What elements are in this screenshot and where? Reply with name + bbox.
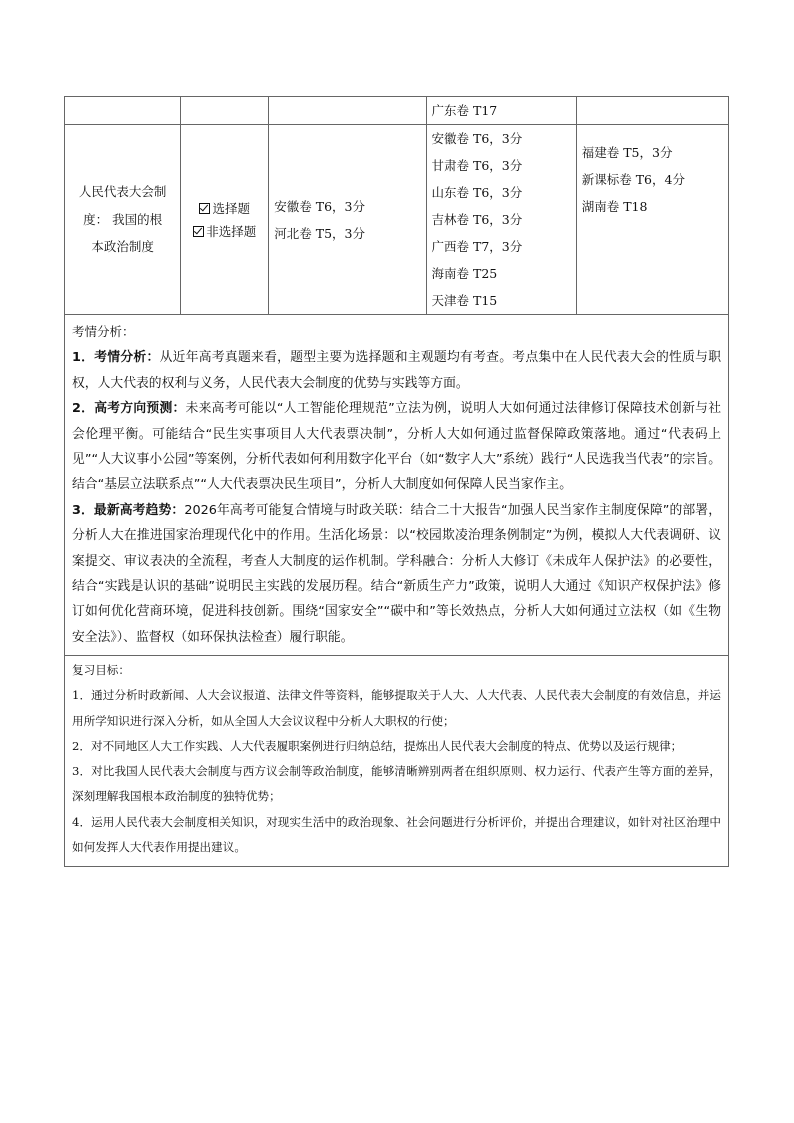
review-item-4: 4．运用人民代表大会制度相关知识，对现实生活中的政治现象、社会问题进行分析评价，并提出合理建议，如针对社区治理中如何发挥人大代表作用提出建议。 (72, 814, 721, 854)
review-item-2: 2．对不同地区人大工作实践、人大代表履职案例进行归纳总结，提炼出人民代表大会制度的特点、优势以及运行规律； (72, 738, 683, 753)
exam-item: 安徽卷 T6，3分 (431, 131, 523, 146)
exam-item: 福建卷 T5，3分 (581, 145, 673, 160)
review-item-1: 1．通过分析时政新闻、人大会议报道、法律文件等资料，能够提取关于人大、人大代表、人民代表大会制度的有效信息，并运用所学知识进行深入分析，如从全国人大会议议程中分析人大职权的行使； (72, 688, 721, 728)
analysis-item-2: 2．高考方向预测：未来高考可能以“人工智能伦理规范”立法为例，说明人大如何通过法律修订保障技术创新与社会伦理平衡。可能结合“民生实事项目人大代表票决制”，分析人大如何通过监督保障政策落地。通过“代表码上见”“人大议事小公园”等案例，分析代表如何利用数字化平台（如“数字人大”系统）践行“人民选我当代表”的宗旨。结合“基层立法联系点”“人大代表票决民生项目”，分析人大制度如何保障人民当家作主。 (72, 401, 721, 493)
exam-item: 天津卷 T15 (431, 293, 498, 308)
exam-item: 新课标卷 T6，4分 (581, 172, 685, 187)
analysis-item-1: 1．考情分析：从近年高考真题来看，题型主要为选择题和主观题均有考查。考点集中在人民代表大会的性质与职权，人大代表的权利与义务，人民代表大会制度的优势与实践等方面。 (72, 350, 722, 391)
table-row-review (65, 656, 729, 867)
analysis-section (65, 315, 729, 656)
exam-item: 湖南卷 T18 (581, 199, 648, 214)
checkbox-checked-icon (193, 226, 204, 237)
cell-col4-top: 广东卷 T17 (426, 97, 576, 125)
topic-line: 度： 我国的根 (83, 211, 163, 227)
document-sheet (64, 96, 729, 867)
table-row-analysis (65, 315, 729, 656)
topic-line: 本政治制度 (91, 239, 154, 255)
question-type-choice: 选择题 (181, 197, 268, 220)
exam-item: 海南卷 T25 (431, 266, 498, 281)
analysis-item-3: 3．最新高考趋势：2026年高考可能复合情境与时政关联：结合二十大报告“加强人民当家作主制度保障”的部署，分析人大在推进国家治理现代化中的作用。生活化场景：以“校园欺凌治理条例制定”为例，模拟人大代表调研、议案提交、审议表决的全流程，考查人大制度的运作机制。学科融合：分析人大修订《未成年人保护法》的必要性，结合“实践是认识的基础”说明民主实践的发展历程。结合“新质生产力”政策，说明人大通过《知识产权保护法》修订如何优化营商环境，促进科技创新。围绕“国家安全”“碳中和”等长效热点，分析人大如何通过立法权（如《生物安全法》）、监督权（如环保执法检查）履行职能。 (72, 502, 721, 645)
table-row-continued (65, 97, 729, 125)
cell-type-empty (181, 97, 269, 125)
cell-topic-empty (65, 97, 181, 125)
cell-col5-empty (576, 97, 728, 125)
review-item-3: 3．对比我国人民代表大会制度与西方议会制等政治制度，能够清晰辨别两者在组织原则、权力运行、代表产生等方面的差异，深刻理解我国根本政治制度的独特优势； (72, 764, 721, 804)
review-heading: 复习目标： (72, 663, 130, 678)
exam-item: 山东卷 T6，3分 (431, 185, 523, 200)
cell-col4 (426, 125, 576, 315)
exam-item: 广西卷 T7，3分 (431, 239, 523, 254)
cell-topic (65, 125, 181, 315)
question-type-essay: 非选择题 (181, 220, 268, 243)
review-section (65, 656, 729, 867)
checkbox-checked-icon (199, 203, 210, 214)
analysis-heading: 考情分析： (72, 324, 135, 339)
table-row-npc (65, 125, 729, 315)
cell-col5 (576, 125, 728, 315)
cell-col3-empty (269, 97, 426, 125)
topic-line: 人民代表大会制 (78, 184, 167, 200)
exam-item: 安徽卷 T6，3分 (274, 198, 366, 214)
exam-item: 甘肃卷 T6，3分 (431, 158, 523, 173)
exam-item: 河北卷 T5，3分 (274, 225, 366, 241)
cell-question-types (181, 125, 269, 315)
cell-col3 (269, 125, 426, 315)
exam-table (64, 96, 729, 867)
exam-item: 吉林卷 T6，3分 (431, 212, 523, 227)
